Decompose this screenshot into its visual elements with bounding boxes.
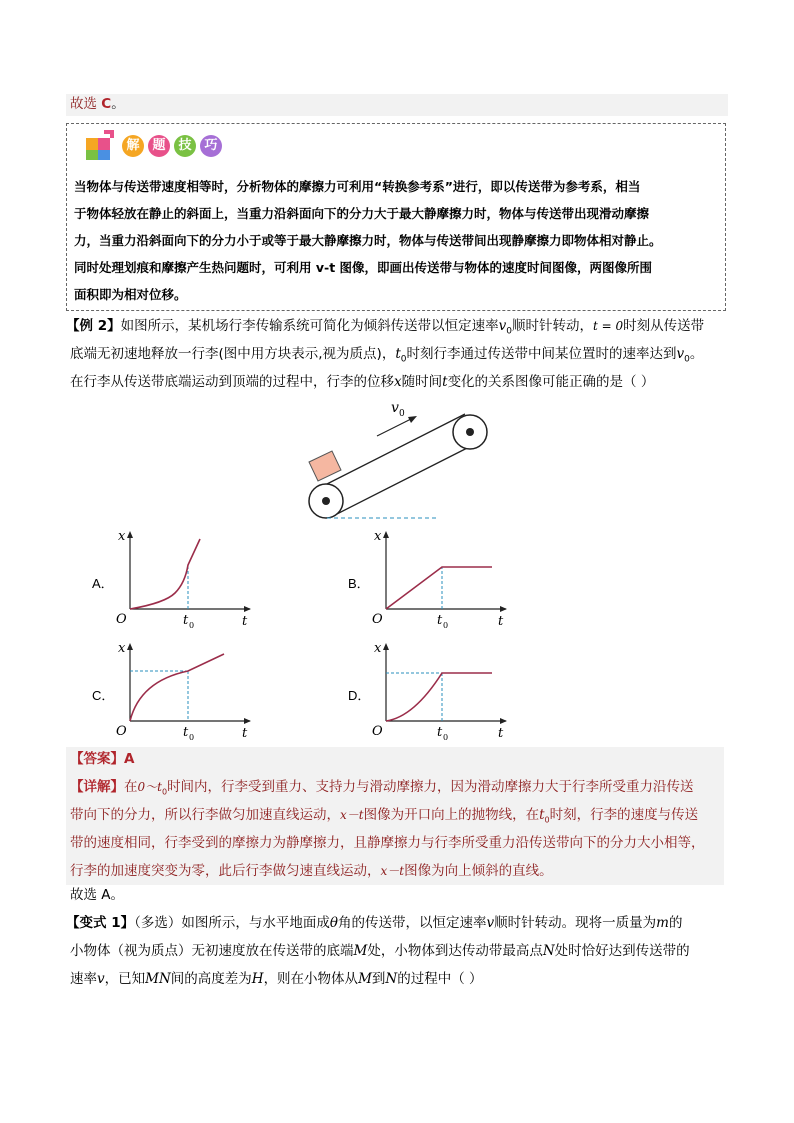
tip-line-4: 同时处理划痕和摩擦产生热问题时，可利用 v-t 图像，即画出传送带与物体的速度时间图像，两图像所围 (74, 260, 653, 275)
option-a-label: A． (92, 576, 114, 591)
variant1-text: 速率 (70, 971, 97, 987)
answer-value: A (124, 751, 135, 767)
H-symbol: H (251, 971, 264, 987)
N-symbol: N (542, 943, 555, 959)
y-axis-label: x (118, 529, 126, 544)
top-answer-line (66, 94, 728, 116)
t0-symbol: t (395, 346, 401, 362)
velocity-arrow (377, 418, 413, 436)
t-equals-zero: t = 0 (592, 319, 624, 333)
tip-badge-4: 巧 (200, 135, 222, 157)
option-d-label: D． (348, 688, 371, 703)
variant1-text: 处，小物体到达传动带最高点 (367, 943, 543, 959)
velocity-label: v (391, 400, 399, 416)
tip-line-3: 力，当重力沿斜面向下的分力小于或等于最大静摩擦力时，物体与传送带间出现静摩擦力即物体相对静止。 (74, 233, 662, 248)
x-axis-arrow (244, 606, 251, 612)
y-axis-label: x (374, 529, 382, 544)
x-axis-label: t (242, 726, 248, 741)
curve-b (386, 567, 492, 609)
variant1-text: 间的高度差为 (170, 971, 252, 987)
example2-text: 如图所示，某机场行李传输系统可简化为倾斜传送带以恒定速率 (120, 318, 499, 334)
detail-text: 行李的加速度突变为零，此后行李做匀速直线运动， (70, 863, 381, 879)
v0-subscript: 0 (506, 326, 512, 337)
puzzle-icon (84, 128, 120, 162)
v0-symbol: v (676, 346, 685, 362)
x-axis-label: t (498, 614, 504, 629)
detail-tag: 【详解】 (70, 779, 124, 795)
tip-line-2: 于物体轻放在静止的斜面上，当重力沿斜面向下的分力大于最大静摩擦力时，物体与传送带出现滑动摩擦 (74, 206, 650, 221)
example2-text: 时刻行李通过传送带中间某位置时的速率达到 (406, 346, 677, 362)
answer-line (70, 749, 724, 769)
detail-line-3: 带的速度相同，行李受到的摩擦力为静摩擦力，且静摩擦力与行李所受重力沿传送带向下的分力大小相等， (70, 835, 705, 851)
example2-text: 时刻从传送带 (623, 318, 705, 334)
t0-tick-label: t (183, 613, 189, 628)
detail-conclusion: 故选 A。 (70, 887, 125, 903)
velocity-subscript: 0 (399, 409, 405, 419)
origin-label: O (372, 724, 383, 739)
detail-text: 带向下的分力，所以行李做匀加速直线运动， (70, 807, 340, 823)
x-axis-arrow (500, 718, 507, 724)
example2-line-2 (70, 344, 724, 370)
velocity-arrowhead (408, 416, 417, 423)
t0-tick-label: t (437, 613, 443, 628)
t0-subscript: 0 (400, 354, 407, 365)
variant1-text: （多选）如图所示，与水平地面成 (134, 915, 330, 931)
luggage-block (309, 451, 341, 481)
curve-d (386, 673, 492, 721)
t0-tick-subscript: 0 (443, 621, 449, 630)
belt-top-line (323, 414, 465, 486)
y-axis-arrow (127, 531, 133, 538)
variant1-text: 处时恰好达到传送带的 (554, 943, 690, 959)
detail-line-1 (70, 777, 724, 803)
variant1-text: 角的传送带，以恒定速率 (337, 915, 487, 931)
example2-text: 在行李从传送带底端运动到顶端的过程中，行李的位移 (70, 374, 394, 390)
v0-subscript: 0 (684, 354, 690, 365)
variant1-text: ，已知 (104, 971, 146, 987)
tip-line-1: 当物体与传送带速度相等时，分析物体的摩擦力可利用“转换参考系”进行，即以传送带为参考系，相当 (74, 179, 641, 194)
t0-tick-subscript: 0 (443, 733, 449, 742)
variant1-text: 小物体（视为质点）无初速度放在传送带的底端 (70, 943, 354, 959)
xt-symbol: x－t (340, 808, 364, 822)
example2-text: 。 (689, 346, 704, 362)
origin-label: O (372, 612, 383, 627)
MN-symbol: MN (145, 971, 171, 987)
example2-tag: 【例 2】 (66, 318, 121, 334)
graph-a (110, 525, 260, 635)
curve-a (130, 539, 200, 609)
variant1-tag: 【变式 1】 (66, 915, 135, 931)
v-symbol: v (486, 915, 495, 931)
tip-badge-3: 技 (174, 135, 196, 157)
graph-d (366, 637, 516, 747)
x-symbol: x (394, 374, 402, 390)
N-symbol: N (385, 971, 398, 987)
t0-tick-subscript: 0 (189, 733, 195, 742)
y-axis-arrow (383, 531, 389, 538)
example2-line-3 (70, 372, 724, 392)
option-c-label: C． (92, 688, 115, 703)
variant1-line-3 (70, 969, 724, 989)
tip-badge-2: 题 (148, 135, 170, 157)
option-b-label: B． (348, 576, 370, 591)
t0-tick-subscript: 0 (189, 621, 195, 630)
belt-bottom-line (329, 440, 483, 518)
time-range-subscript: 0 (161, 787, 168, 797)
variant1-line-1 (66, 913, 720, 933)
xt-symbol: x－t (380, 864, 405, 878)
y-axis-arrow (383, 643, 389, 650)
variant1-text: 的 (668, 915, 683, 931)
top-answer-prefix: 故选 (70, 96, 102, 112)
answer-tag: 【答案】 (70, 751, 124, 767)
detail-text: 时刻，行李的速度与传送 (549, 807, 699, 823)
tip-badge-1: 解 (122, 135, 144, 157)
bottom-pulley-axle (322, 497, 330, 505)
detail-text: 时间内，行李受到重力、支持力与滑动摩擦力，因为滑动摩擦力大于行李所受重力沿传送 (167, 779, 694, 795)
x-axis-arrow (244, 718, 251, 724)
detail-text: 在 (124, 779, 138, 795)
variant1-text: 到 (371, 971, 386, 987)
graph-c (110, 637, 260, 747)
y-axis-label: x (374, 641, 382, 656)
t0-tick-label: t (437, 725, 443, 740)
v-symbol: v (97, 971, 105, 987)
m-symbol: m (656, 915, 669, 931)
time-range: 0～t (137, 780, 162, 794)
detail-text: 图像为开口向上的抛物线，在 (363, 807, 540, 823)
detail-line-2 (70, 805, 724, 831)
t-symbol: t (442, 374, 448, 390)
conveyor-figure (295, 400, 495, 525)
top-pulley-axle (466, 428, 474, 436)
x-axis-arrow (500, 606, 507, 612)
t0-subscript: 0 (544, 815, 550, 825)
top-answer-choice: C (101, 96, 112, 112)
example2-text: 变化的关系图像可能正确的是（ ） (447, 374, 655, 390)
curve-c (130, 654, 224, 721)
detail-text: 图像为向上倾斜的直线。 (404, 863, 553, 879)
example2-text: 底端无初速地释放一行李(图中用方块表示,视为质点)， (70, 346, 396, 362)
x-axis-label: t (498, 726, 504, 741)
variant1-line-2 (70, 941, 724, 961)
graph-b (366, 525, 516, 635)
example2-text: 顺时针转动， (511, 318, 593, 334)
v0-symbol: v (498, 318, 507, 334)
y-axis-label: x (118, 641, 126, 656)
theta-symbol: θ (329, 915, 338, 931)
t0-symbol: t (539, 807, 545, 823)
detail-line-4 (70, 861, 724, 881)
y-axis-arrow (127, 643, 133, 650)
tip-line-5: 面积即为相对位移。 (74, 287, 187, 302)
variant1-text: ，则在小物体从 (263, 971, 359, 987)
example2-line-1 (66, 316, 720, 342)
origin-label: O (116, 612, 127, 627)
top-answer-suffix: 。 (111, 96, 125, 112)
M-symbol: M (353, 943, 368, 959)
t0-tick-label: t (183, 725, 189, 740)
x-axis-label: t (242, 614, 248, 629)
example2-text: 随时间 (401, 374, 443, 390)
variant1-text: 的过程中（ ） (397, 971, 483, 987)
origin-label: O (116, 724, 127, 739)
M-symbol: M (358, 971, 372, 987)
variant1-text: 顺时针转动。现将一质量为 (494, 915, 657, 931)
